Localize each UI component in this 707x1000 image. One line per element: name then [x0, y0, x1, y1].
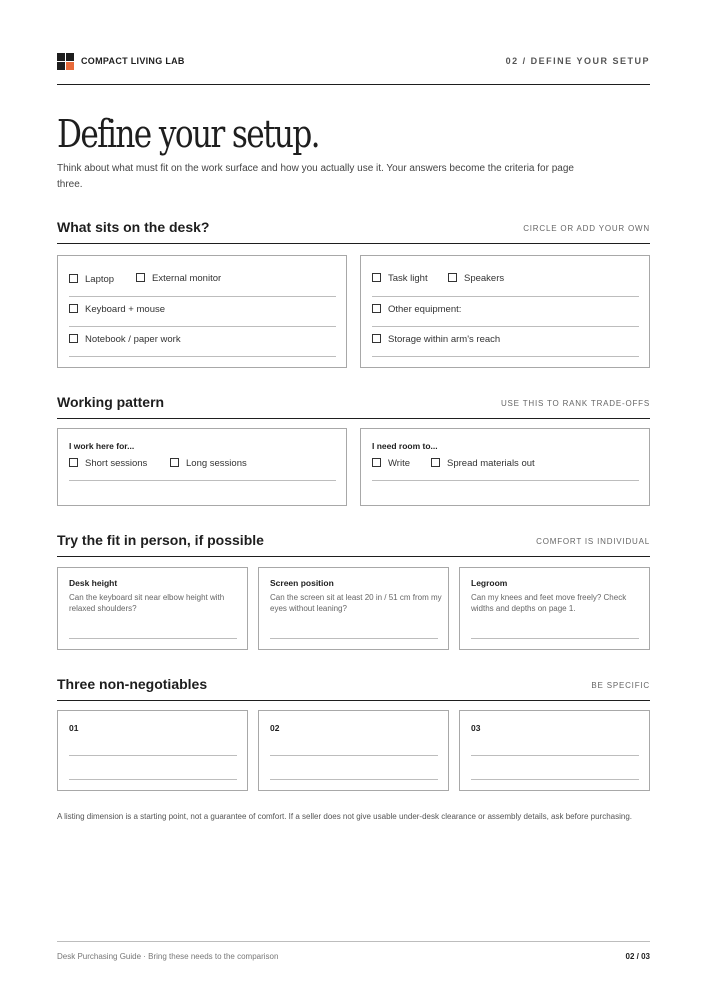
need-card-1 — [57, 710, 248, 791]
section-title: What sits on the desk? — [57, 219, 210, 235]
checkbox-icon[interactable] — [69, 334, 78, 343]
checkbox-icon[interactable] — [372, 334, 381, 343]
page-header — [57, 53, 650, 71]
write-line[interactable] — [69, 356, 336, 357]
need-number: 03 — [471, 723, 481, 733]
desk-items-right-box — [360, 255, 650, 368]
page-title: Define your setup. — [57, 112, 319, 156]
option-storage[interactable]: Storage within arm's reach — [372, 334, 500, 345]
card-text: Can the screen sit at least 20 in / 51 cm from my eyes without leaning? — [270, 593, 442, 613]
write-line[interactable] — [270, 779, 438, 780]
card-text: Can my knees and feet move freely? Check widths and depths on page 1. — [471, 593, 627, 613]
write-line[interactable] — [270, 638, 438, 639]
write-line[interactable] — [372, 296, 639, 297]
page-number: 02 / 03 — [625, 952, 650, 961]
card-text: Can the keyboard sit near elbow height with relaxed shoulders? — [69, 593, 225, 613]
write-line[interactable] — [69, 755, 237, 756]
write-line[interactable] — [471, 779, 639, 780]
card-title: Desk height — [69, 578, 118, 588]
card-title: Legroom — [471, 578, 508, 588]
section-note: USE THIS TO RANK TRADE-OFFS — [500, 399, 650, 408]
need-number: 02 — [270, 723, 280, 733]
intro-text: Think about what must fit on the work surface and how you actually use it. Your answers become the criteria for page three. — [57, 163, 574, 190]
option-keyboard-mouse[interactable]: Keyboard + mouse — [69, 304, 165, 315]
fit-section-heading — [57, 530, 650, 557]
write-line[interactable] — [471, 638, 639, 639]
desk-items-left-box — [57, 255, 347, 368]
write-line[interactable] — [471, 755, 639, 756]
box-label: I work here for... — [69, 441, 135, 451]
pattern-section-heading — [57, 392, 650, 419]
card-title: Screen position — [270, 578, 334, 588]
checkbox-icon[interactable] — [448, 273, 457, 282]
write-line[interactable] — [270, 755, 438, 756]
need-card-2 — [258, 710, 449, 791]
section-note: CIRCLE OR ADD YOUR OWN — [523, 224, 650, 233]
checkbox-icon[interactable] — [372, 458, 381, 467]
desk-section-heading — [57, 217, 650, 244]
brand-name: COMPACT LIVING LAB — [81, 56, 185, 66]
fit-card-screen-position — [258, 567, 449, 650]
write-line[interactable] — [372, 480, 639, 481]
section-title: Three non-negotiables — [57, 676, 208, 692]
room-needs-box — [360, 428, 650, 506]
write-line[interactable] — [372, 356, 639, 357]
option-task-light[interactable]: Task light — [372, 273, 428, 284]
option-external-monitor[interactable]: External monitor — [136, 273, 221, 284]
write-line[interactable] — [69, 779, 237, 780]
need-card-3 — [459, 710, 650, 791]
option-short-sessions[interactable]: Short sessions — [69, 458, 147, 469]
option-long-sessions[interactable]: Long sessions — [170, 458, 247, 469]
fit-card-legroom — [459, 567, 650, 650]
header-divider — [57, 84, 650, 85]
brand-logo-icon — [57, 53, 74, 70]
write-line[interactable] — [69, 480, 336, 481]
option-speakers[interactable]: Speakers — [448, 273, 504, 284]
session-length-box — [57, 428, 347, 506]
footer-divider — [57, 941, 650, 942]
write-line[interactable] — [69, 296, 336, 297]
footer-caption: Desk Purchasing Guide · Bring these needs to the comparison — [57, 952, 279, 961]
write-line[interactable] — [372, 326, 639, 327]
option-spread-materials[interactable]: Spread materials out — [431, 458, 535, 469]
checkbox-icon[interactable] — [69, 458, 78, 467]
need-number: 01 — [69, 723, 79, 733]
write-line[interactable] — [69, 326, 336, 327]
worksheet-page — [57, 0, 650, 1000]
fit-card-desk-height — [57, 567, 248, 650]
box-label: I need room to... — [372, 441, 438, 451]
disclaimer-note: A listing dimension is a starting point, not a guarantee of comfort. If a seller does not give usable under-desk clearance or assembly details, ask before purchasing. — [57, 812, 632, 821]
checkbox-icon[interactable] — [372, 273, 381, 282]
checkbox-icon[interactable] — [170, 458, 179, 467]
section-title: Try the fit in person, if possible — [57, 532, 264, 548]
needs-section-heading — [57, 674, 650, 701]
section-title: Working pattern — [57, 394, 165, 410]
option-laptop[interactable]: Laptop — [69, 274, 114, 285]
section-note: COMFORT IS INDIVIDUAL — [536, 537, 650, 546]
checkbox-icon[interactable] — [372, 304, 381, 313]
step-indicator: 02 / DEFINE YOUR SETUP — [505, 56, 650, 66]
write-line[interactable] — [69, 638, 237, 639]
checkbox-icon[interactable] — [69, 304, 78, 313]
checkbox-icon[interactable] — [69, 274, 78, 283]
option-other-equipment[interactable]: Other equipment: — [372, 304, 461, 315]
checkbox-icon[interactable] — [431, 458, 440, 467]
section-note: BE SPECIFIC — [591, 681, 650, 690]
checkbox-icon[interactable] — [136, 273, 145, 282]
option-notebook[interactable]: Notebook / paper work — [69, 334, 181, 345]
option-write[interactable]: Write — [372, 458, 410, 469]
